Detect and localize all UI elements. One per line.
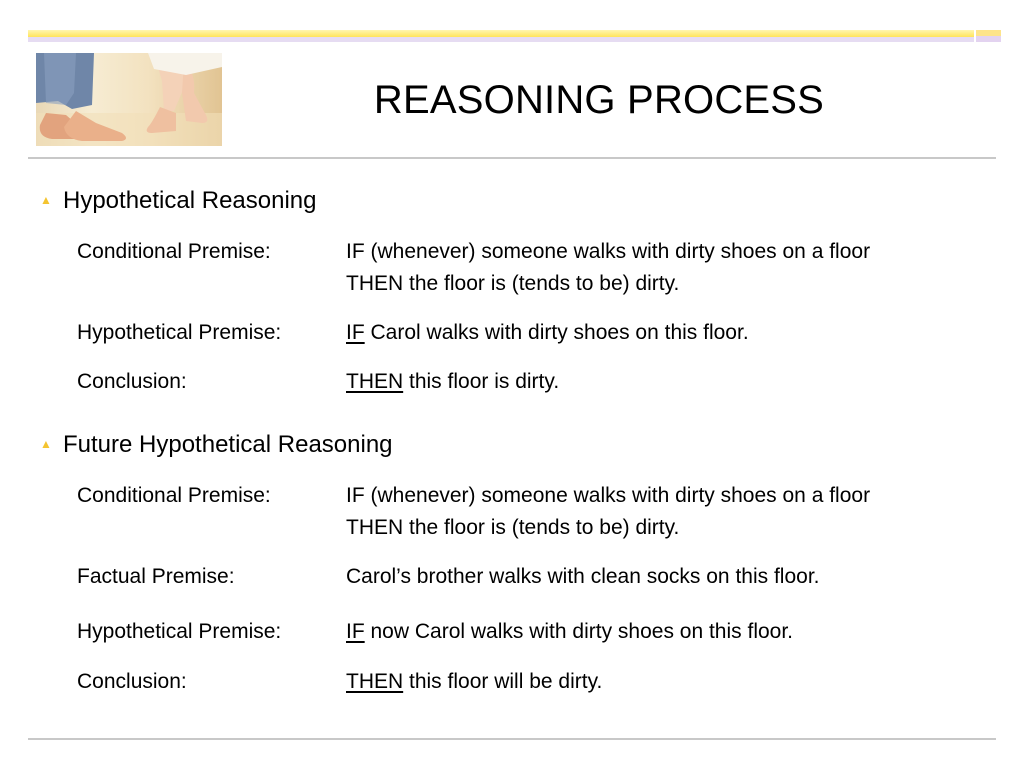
premise-keyword: IF — [346, 620, 365, 643]
feet-walking-photo-icon — [36, 53, 222, 146]
section-heading: Hypothetical Reasoning — [63, 187, 317, 214]
premise-text: now Carol walks with dirty shoes on this floor. — [364, 620, 794, 643]
premise-text: Carol walks with dirty shoes on this floor. — [364, 321, 749, 344]
premise-text: Carol’s brother walks with clean socks on this floor. — [346, 565, 820, 588]
premise-text: THEN the floor is (tends to be) dirty. — [346, 272, 680, 295]
slide-title: REASONING PROCESS — [373, 78, 825, 122]
premise-label: Conclusion: — [77, 670, 187, 693]
section-heading: Future Hypothetical Reasoning — [63, 431, 393, 458]
premise-value — [346, 666, 602, 697]
premise-keyword: IF — [346, 321, 365, 344]
header-accent-bar-secondary — [28, 37, 974, 42]
title-divider — [28, 157, 996, 159]
header-accent-bar — [28, 30, 974, 37]
premise-text: IF (whenever) someone walks with dirty shoes on a floor — [346, 240, 871, 263]
premise-text: IF (whenever) someone walks with dirty shoes on a floor — [346, 484, 871, 507]
footer-divider — [28, 738, 996, 740]
premise-text: THEN the floor is (tends to be) dirty. — [346, 516, 680, 539]
premise-label: Hypothetical Premise: — [77, 321, 282, 344]
premise-value — [346, 317, 749, 348]
premise-label: Conditional Premise: — [77, 484, 271, 507]
premise-label: Conclusion: — [77, 370, 187, 393]
bullet-icon: ▲ — [40, 437, 52, 451]
premise-value — [346, 366, 559, 397]
header-accent-bar-end — [976, 30, 1001, 42]
premise-label: Factual Premise: — [77, 565, 235, 588]
premise-value — [346, 616, 793, 647]
premise-label: Hypothetical Premise: — [77, 620, 282, 643]
premise-keyword: THEN — [346, 370, 404, 393]
premise-text: this floor is dirty. — [403, 370, 560, 393]
premise-keyword: THEN — [346, 670, 404, 693]
premise-label: Conditional Premise: — [77, 240, 271, 263]
premise-text: this floor will be dirty. — [403, 670, 603, 693]
bullet-icon: ▲ — [40, 193, 52, 207]
